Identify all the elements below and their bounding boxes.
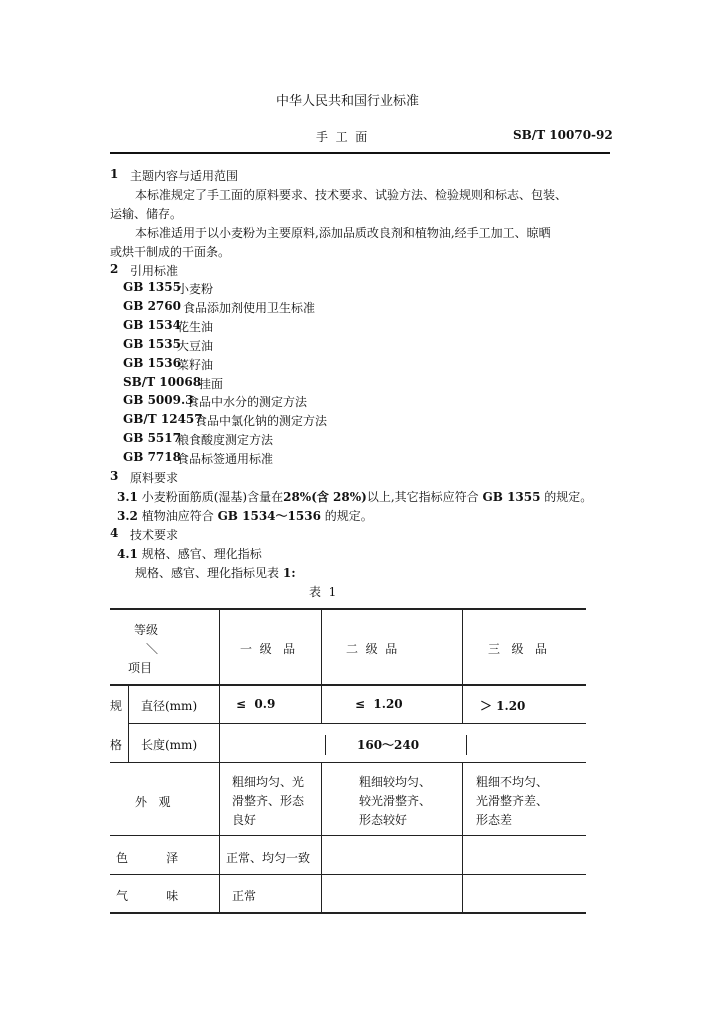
row-diameter-grade3: ＞ 1.20 bbox=[480, 699, 526, 713]
table-caption: 表 1 bbox=[309, 585, 337, 599]
section-1-para2-line1: 本标准适用于以小麦粉为主要原料,添加品质改良剂和植物油,经手工加工、晾晒 bbox=[135, 226, 551, 240]
row-appearance-grade1-line: 滑整齐、形态 bbox=[232, 794, 305, 808]
ref-title: 食品标签通用标准 bbox=[177, 452, 274, 466]
row-diameter-grade2: ≤ 1.20 bbox=[355, 697, 403, 711]
table-col-sep bbox=[128, 684, 129, 762]
row-diameter-label: 直径(mm) bbox=[141, 699, 198, 713]
section-1-para1-line1: 本标准规定了手工面的原料要求、技术要求、试验方法、检验规则和标志、包装、 bbox=[135, 188, 568, 202]
section-4-heading: 技术要求 bbox=[130, 528, 179, 542]
row-length-label: 长度(mm) bbox=[141, 738, 198, 752]
header-grade-1: 一 级 品 bbox=[240, 642, 296, 656]
clause-4-1-text-a: 规格、感官、理化指标见表 bbox=[135, 566, 280, 580]
ref-code: GB 1534 bbox=[123, 318, 181, 332]
section-1-para2-line2: 或烘干制成的干面条。 bbox=[110, 245, 231, 259]
org-title: 中华人民共和国行业标准 bbox=[276, 94, 420, 109]
table-col-sep bbox=[321, 762, 322, 912]
ref-title: 大豆油 bbox=[177, 339, 214, 353]
ref-title: 食品中氯化钠的测定方法 bbox=[195, 414, 328, 428]
clause-3-1-text-c: 以上,其它指标应符合 bbox=[366, 490, 479, 504]
ref-code: GB 1355 bbox=[123, 280, 181, 294]
table-header-rule bbox=[110, 684, 586, 686]
ref-code: GB 7718 bbox=[123, 450, 181, 464]
spec-group-label-1: 规 bbox=[110, 699, 123, 713]
section-1-number: 1 bbox=[110, 167, 119, 181]
section-3-heading: 原料要求 bbox=[130, 471, 179, 485]
row-color-grade1: 正常、均匀一致 bbox=[226, 851, 311, 865]
clause-3-1-number: 3.1 bbox=[117, 490, 138, 504]
clause-3-2-text-a: 植物油应符合 bbox=[141, 509, 214, 523]
table-col-sep bbox=[462, 608, 463, 723]
clause-3-1-text-d: GB 1355 bbox=[482, 490, 541, 504]
spec-group-label-2: 格 bbox=[110, 738, 123, 752]
table-row-rule bbox=[110, 835, 586, 836]
section-1-para1-line2: 运输、储存。 bbox=[110, 207, 183, 221]
table-bottom-rule bbox=[110, 912, 586, 914]
row-color-label: 色 泽 bbox=[116, 851, 179, 865]
row-appearance-grade2-line: 形态较好 bbox=[359, 813, 408, 827]
ref-code: GB 1535 bbox=[123, 337, 181, 351]
ref-title: 粮食酸度测定方法 bbox=[177, 433, 274, 447]
clause-3-2-number: 3.2 bbox=[117, 509, 138, 523]
section-4-number: 4 bbox=[110, 526, 119, 540]
doc-title: 手 工 面 bbox=[316, 130, 368, 144]
row-appearance-grade3-line: 粗细不均匀、 bbox=[476, 775, 549, 789]
clause-4-1-text bbox=[135, 564, 296, 581]
row-appearance-grade3-line: 形态差 bbox=[476, 813, 513, 827]
table-col-sep bbox=[321, 608, 322, 723]
ref-code: GB 2760 bbox=[123, 299, 181, 313]
ref-code: GB 5517 bbox=[123, 431, 181, 445]
table-col-sep bbox=[219, 608, 220, 912]
ref-title: 食品中水分的测定方法 bbox=[187, 395, 308, 409]
row-diameter-grade1: ≤ 0.9 bbox=[236, 697, 276, 711]
table-row-rule bbox=[128, 723, 586, 724]
ref-title: 挂面 bbox=[199, 377, 224, 391]
row-smell-grade1: 正常 bbox=[232, 889, 257, 903]
row-smell-label: 气 味 bbox=[116, 889, 179, 903]
corner-diagonal: ＼ bbox=[146, 642, 159, 656]
ref-code: GB 1536 bbox=[123, 356, 181, 370]
clause-3-1-text-b: 28%(含 28%) bbox=[283, 490, 367, 504]
section-2-heading: 引用标准 bbox=[130, 264, 179, 278]
ref-title: 菜籽油 bbox=[177, 358, 214, 372]
section-3-number: 3 bbox=[110, 469, 119, 483]
corner-label-item: 项目 bbox=[128, 661, 153, 675]
clause-3-2 bbox=[117, 507, 373, 524]
doc-code: SB/T 10070-92 bbox=[513, 128, 613, 142]
corner-label-grade: 等级 bbox=[134, 623, 159, 637]
ref-code: SB/T 10068 bbox=[123, 375, 202, 389]
clause-3-2-text-c: 的规定。 bbox=[324, 509, 373, 523]
ref-code: GB 5009.3 bbox=[123, 393, 194, 407]
table-col-sep bbox=[466, 735, 467, 755]
row-appearance-grade1-line: 良好 bbox=[232, 813, 257, 827]
ref-title: 小麦粉 bbox=[177, 282, 214, 296]
table-col-sep bbox=[462, 762, 463, 912]
section-1-heading: 主题内容与适用范围 bbox=[130, 169, 239, 183]
ref-title: 花生油 bbox=[177, 320, 214, 334]
header-rule bbox=[110, 152, 610, 154]
row-appearance-grade1-line: 粗细均匀、光 bbox=[232, 775, 305, 789]
clause-3-1-text-a: 小麦粉面筋质(湿基)含量在 bbox=[141, 490, 284, 504]
clause-4-1-number: 4.1 bbox=[117, 547, 138, 561]
clause-4-1-table-ref: 1: bbox=[282, 566, 296, 580]
table-top-rule bbox=[110, 608, 586, 610]
ref-title: 食品添加剂使用卫生标准 bbox=[183, 301, 316, 315]
header-grade-3: 三 级 品 bbox=[488, 642, 547, 656]
header-grade-2: 二 级 品 bbox=[346, 642, 398, 656]
row-appearance-grade2-line: 较光滑整齐、 bbox=[359, 794, 432, 808]
row-length-value: 160～240 bbox=[357, 738, 420, 752]
clause-4-1-title: 规格、感官、理化指标 bbox=[141, 547, 262, 561]
table-row-rule bbox=[110, 762, 586, 763]
ref-code: GB/T 12457 bbox=[123, 412, 203, 426]
clause-3-2-text-b: GB 1534～1536 bbox=[217, 509, 321, 523]
clause-3-1-text-e: 的规定。 bbox=[544, 490, 593, 504]
row-appearance-grade3-line: 光滑整齐差、 bbox=[476, 794, 549, 808]
row-appearance-label: 外 观 bbox=[135, 795, 171, 809]
section-2-number: 2 bbox=[110, 262, 119, 276]
table-col-sep bbox=[325, 735, 326, 755]
table-row-rule bbox=[110, 874, 586, 875]
clause-4-1 bbox=[117, 545, 262, 562]
row-appearance-grade2-line: 粗细较均匀、 bbox=[359, 775, 432, 789]
clause-3-1 bbox=[117, 488, 592, 505]
